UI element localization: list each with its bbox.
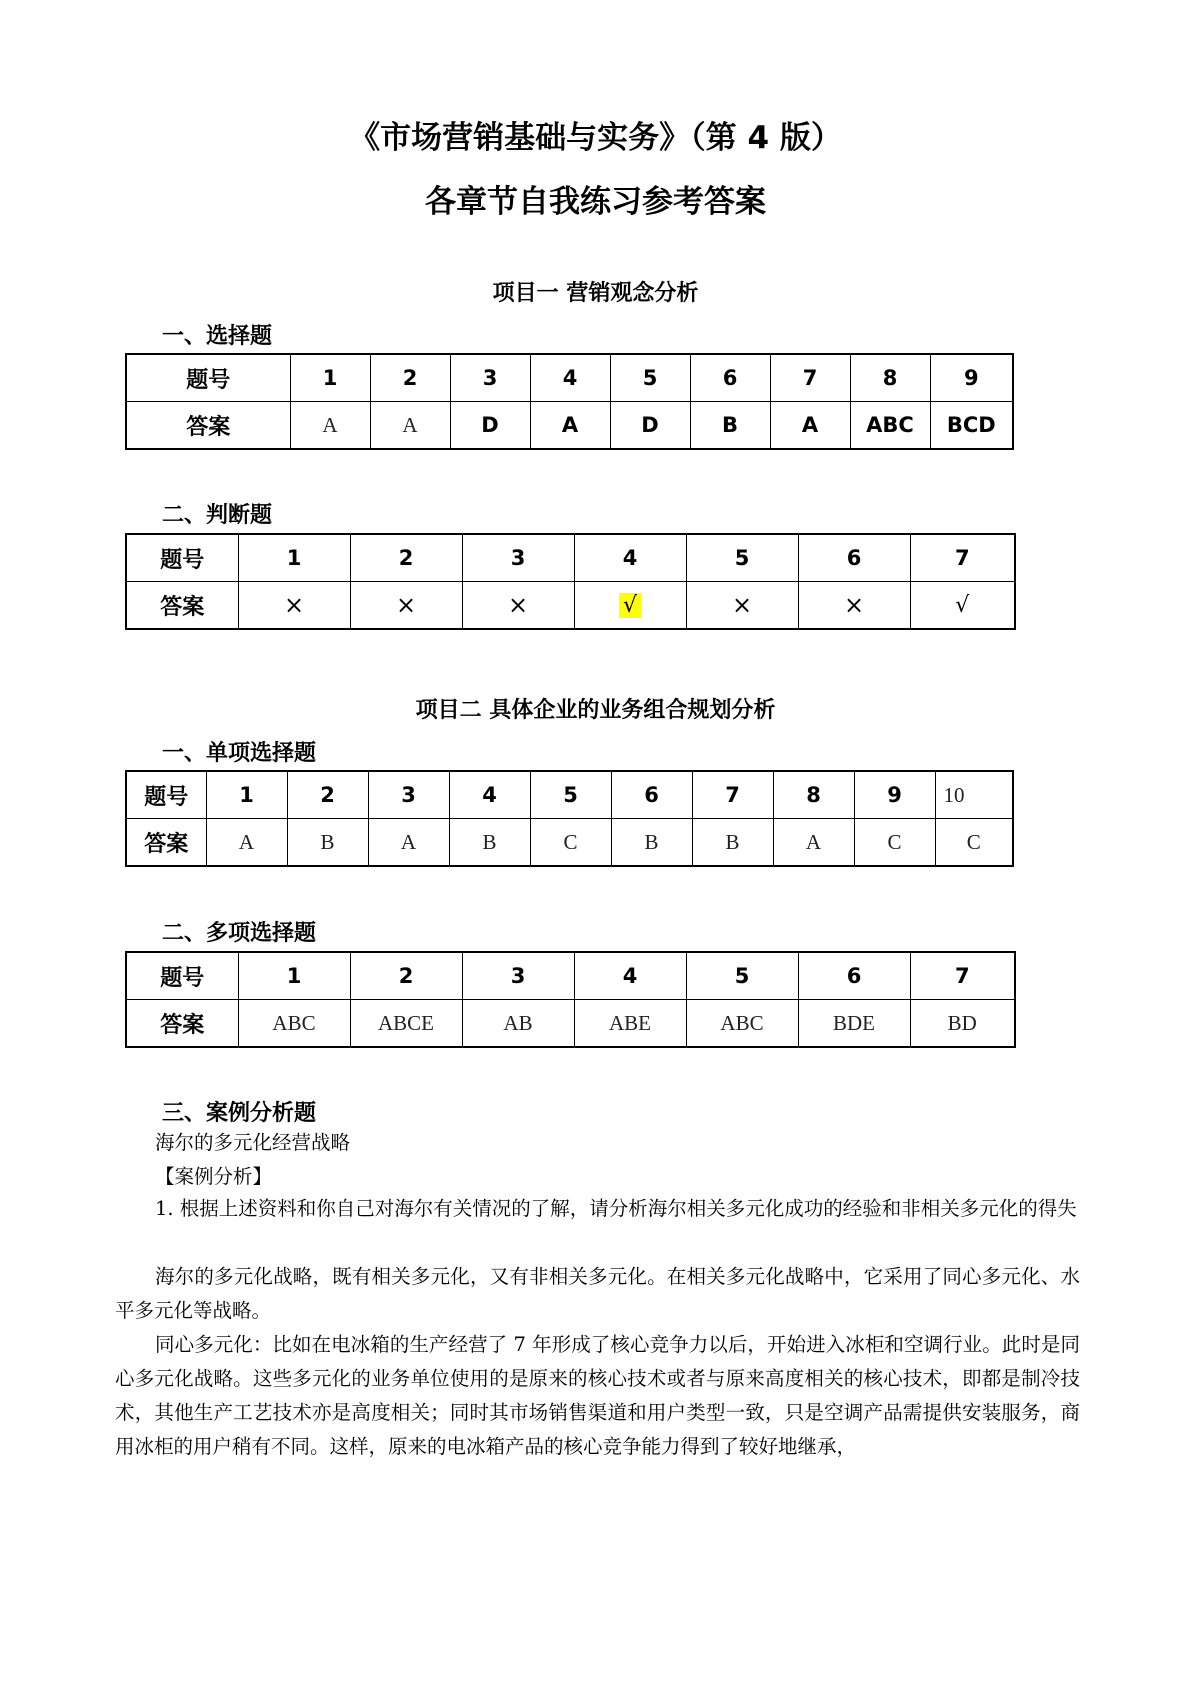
document-subtitle: 各章节自我练习参考答案	[425, 184, 766, 220]
project1-choice-table	[125, 353, 1014, 450]
answer-cell: C	[935, 819, 1013, 867]
question-number: 5	[686, 952, 798, 1000]
answer-cell: BD	[910, 1000, 1015, 1048]
question-number: 2	[350, 534, 462, 582]
question-number: 3	[462, 534, 574, 582]
question-number: 10	[935, 771, 1013, 819]
answer-cell: B	[690, 402, 770, 450]
project2-multi-table	[125, 951, 1016, 1048]
question-number: 5	[530, 771, 611, 819]
highlighted-answer: √	[619, 593, 641, 618]
answer-cell	[574, 582, 686, 630]
answer-cell: A	[770, 402, 850, 450]
question-number: 9	[930, 354, 1013, 402]
row-label: 答案	[126, 819, 206, 867]
question-number: 1	[238, 534, 350, 582]
question-number: 7	[910, 534, 1015, 582]
question-number: 1	[238, 952, 350, 1000]
answer-cell: B	[611, 819, 692, 867]
question-number: 6	[690, 354, 770, 402]
table-row	[126, 582, 1015, 630]
question-number: 6	[798, 534, 910, 582]
table-row	[126, 771, 1013, 819]
answer-cell: ×	[798, 582, 910, 630]
row-label: 题号	[126, 534, 238, 582]
table-row	[126, 1000, 1015, 1048]
question-number: 8	[850, 354, 930, 402]
question-number: 8	[773, 771, 854, 819]
answer-cell: D	[610, 402, 690, 450]
question-number: 7	[770, 354, 850, 402]
question-number: 7	[692, 771, 773, 819]
table-row	[126, 354, 1013, 402]
question-number: 6	[798, 952, 910, 1000]
question-number: 3	[450, 354, 530, 402]
answer-cell: ABC	[850, 402, 930, 450]
table-row	[126, 819, 1013, 867]
answer-cell: B	[449, 819, 530, 867]
answer-cell: √	[910, 582, 1015, 630]
answer-cell: A	[290, 402, 370, 450]
answer-cell: ×	[350, 582, 462, 630]
question-number: 4	[574, 534, 686, 582]
project1-judge-table	[125, 533, 1016, 630]
answer-cell: ABC	[686, 1000, 798, 1048]
question-number: 1	[206, 771, 287, 819]
project2-single-heading: 一、单项选择题	[162, 741, 317, 766]
question-number: 7	[910, 952, 1015, 1000]
case-paragraph-2: 同心多元化：比如在电冰箱的生产经营了 7 年形成了核心竞争力以后，开始进入冰柜和空调行业。此时是同心多元化战略。这些多元化的业务单位使用的是原来的核心技术或者与原来高度相关的核心技术，即都是制冷技术，其他生产工艺技术亦是高度相关；同时其市场销售渠道和用户类型一致，只是空调产品需提供安装服务，商用冰柜的用户稍有不同。这样，原来的电冰箱产品的核心竞争能力得到了较好地继承，	[115, 1333, 1080, 1458]
question-number: 2	[350, 952, 462, 1000]
project1-title: 项目一 营销观念分析	[492, 281, 699, 306]
question-number: 4	[449, 771, 530, 819]
question-number: 2	[370, 354, 450, 402]
case-analysis-label: 【案例分析】	[155, 1165, 273, 1188]
answer-cell: ×	[238, 582, 350, 630]
document-title: 《市场营销基础与实务》（第 4 版）	[349, 120, 842, 156]
answer-cell: ×	[686, 582, 798, 630]
answer-cell: BCD	[930, 402, 1013, 450]
answer-cell: B	[692, 819, 773, 867]
row-label: 题号	[126, 771, 206, 819]
row-label: 题号	[126, 354, 290, 402]
question-number: 9	[854, 771, 935, 819]
project1-choice-heading: 一、选择题	[162, 324, 273, 349]
answer-cell: ABC	[238, 1000, 350, 1048]
answer-cell: A	[773, 819, 854, 867]
answer-cell: D	[450, 402, 530, 450]
question-number: 2	[287, 771, 368, 819]
case-question-1: 1. 根据上述资料和你自己对海尔有关情况的了解，请分析海尔相关多元化成功的经验和非相关多元化的得失	[155, 1197, 1077, 1220]
row-label: 答案	[126, 1000, 238, 1048]
question-number: 5	[610, 354, 690, 402]
question-number: 4	[574, 952, 686, 1000]
project1-judge-heading: 二、判断题	[162, 503, 273, 528]
table-row	[126, 952, 1015, 1000]
project2-title: 项目二 具体企业的业务组合规划分析	[415, 698, 776, 723]
row-label: 答案	[126, 582, 238, 630]
answer-cell: A	[206, 819, 287, 867]
row-label: 答案	[126, 402, 290, 450]
answer-cell: A	[530, 402, 610, 450]
answer-cell: B	[287, 819, 368, 867]
project2-single-table	[125, 770, 1014, 867]
case-paragraph-1: 海尔的多元化战略，既有相关多元化，又有非相关多元化。在相关多元化战略中，它采用了同心多元化、水平多元化等战略。	[115, 1265, 1080, 1322]
case-heading: 三、案例分析题	[162, 1101, 317, 1126]
answer-cell: BDE	[798, 1000, 910, 1048]
question-number: 1	[290, 354, 370, 402]
row-label: 题号	[126, 952, 238, 1000]
question-number: 6	[611, 771, 692, 819]
question-number: 3	[462, 952, 574, 1000]
answer-cell: A	[370, 402, 450, 450]
answer-cell: ×	[462, 582, 574, 630]
answer-cell: ABCE	[350, 1000, 462, 1048]
table-row	[126, 534, 1015, 582]
question-number: 4	[530, 354, 610, 402]
answer-cell: ABE	[574, 1000, 686, 1048]
answer-cell: C	[854, 819, 935, 867]
question-number: 3	[368, 771, 449, 819]
answer-cell: A	[368, 819, 449, 867]
answer-cell: AB	[462, 1000, 574, 1048]
table-row	[126, 402, 1013, 450]
case-title: 海尔的多元化经营战略	[155, 1131, 351, 1154]
question-number: 5	[686, 534, 798, 582]
project2-multi-heading: 二、多项选择题	[162, 921, 317, 946]
answer-cell: C	[530, 819, 611, 867]
